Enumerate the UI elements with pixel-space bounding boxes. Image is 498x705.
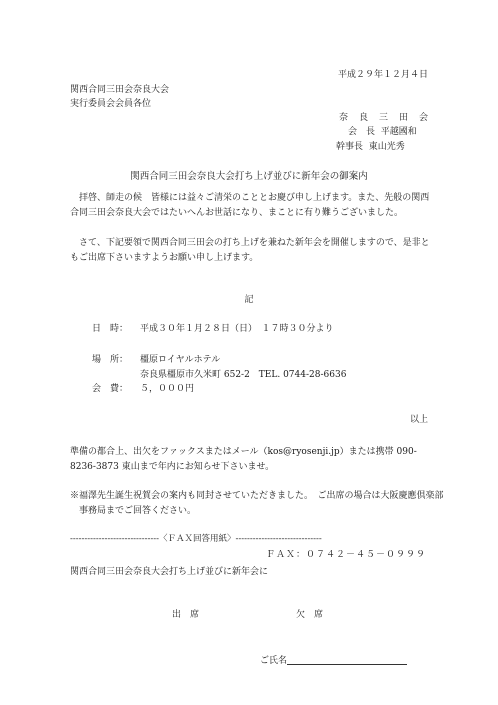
document-title: 関西合同三田会奈良大会打ち上げ並びに新年会の御案内	[130, 171, 368, 182]
absent-option[interactable]: 欠 席	[296, 610, 324, 620]
chair-title: 会 長	[348, 127, 376, 137]
recipient-line-1: 関西合同三田会奈良大会	[70, 85, 170, 95]
enclosure-note: ※福澤先生誕生祝賀会の案内も同封させていただきました。 ご出席の場合は大阪慶應倶楽部事務局までご回答ください。	[70, 491, 444, 516]
body-paragraph-1: 拝啓、師走の候 皆様には益々ご清栄のこととお慶び申し上げます。また、先般の関西合同三田会奈良大会ではたいへんお世話になり、まことに有り難うございました。	[70, 193, 430, 218]
secretary-title: 幹事長	[336, 142, 364, 152]
sender-organization: 奈 良 三 田 会	[339, 113, 430, 123]
event-place-label: 場 所：	[92, 355, 129, 365]
name-label: ご氏名	[260, 656, 288, 666]
ijo-closing: 以上	[409, 415, 428, 425]
event-place-address: 奈良県橿原市久米町 652-2 TEL. 0744-28-6636	[140, 370, 347, 380]
secretary-name: 東山光秀	[368, 142, 405, 152]
sender-chair	[348, 126, 417, 138]
chair-name: 平越國和	[380, 127, 417, 137]
reply-instructions: 準備の都合上、出欠をファックスまたはメール（kos@ryosenji.jp）または携帯 090-8236-3873 東山まで年内にお知らせ下さいませ。	[70, 447, 417, 472]
fax-number: ＦＡＸ：０７４２－４５－０９９９	[265, 550, 426, 560]
ki-heading: 記	[244, 295, 254, 305]
body-paragraph-2: さて、下記要領で関西合同三田会の打ち上げを兼ねた新年会を開催しますので、是非ともご出席下さいますようお願い申し上げます。	[70, 238, 430, 263]
recipient-line-2: 実行委員会会員各位	[70, 99, 152, 109]
fax-divider: -------------------------------〈ＦＡＸ回答用紙〉------------------------------	[70, 534, 322, 544]
fax-subject: 関西合同三田会奈良大会打ち上げ並びに新年会に	[70, 567, 269, 577]
event-place-name: 橿原ロイヤルホテル	[140, 355, 221, 365]
name-field[interactable]	[260, 654, 407, 667]
document-date: 平成２９年１２月４日	[337, 70, 428, 80]
event-date-value: 平成３０年１月２８日（日） １７時３０分より	[140, 324, 334, 334]
attend-option[interactable]: 出 席	[172, 610, 200, 620]
name-underline[interactable]	[287, 654, 407, 665]
event-fee-label: 会 費：	[92, 384, 129, 394]
sender-secretary	[336, 141, 405, 153]
event-date-label: 日 時：	[92, 324, 129, 334]
event-fee-value: ５，０００円	[140, 384, 195, 394]
